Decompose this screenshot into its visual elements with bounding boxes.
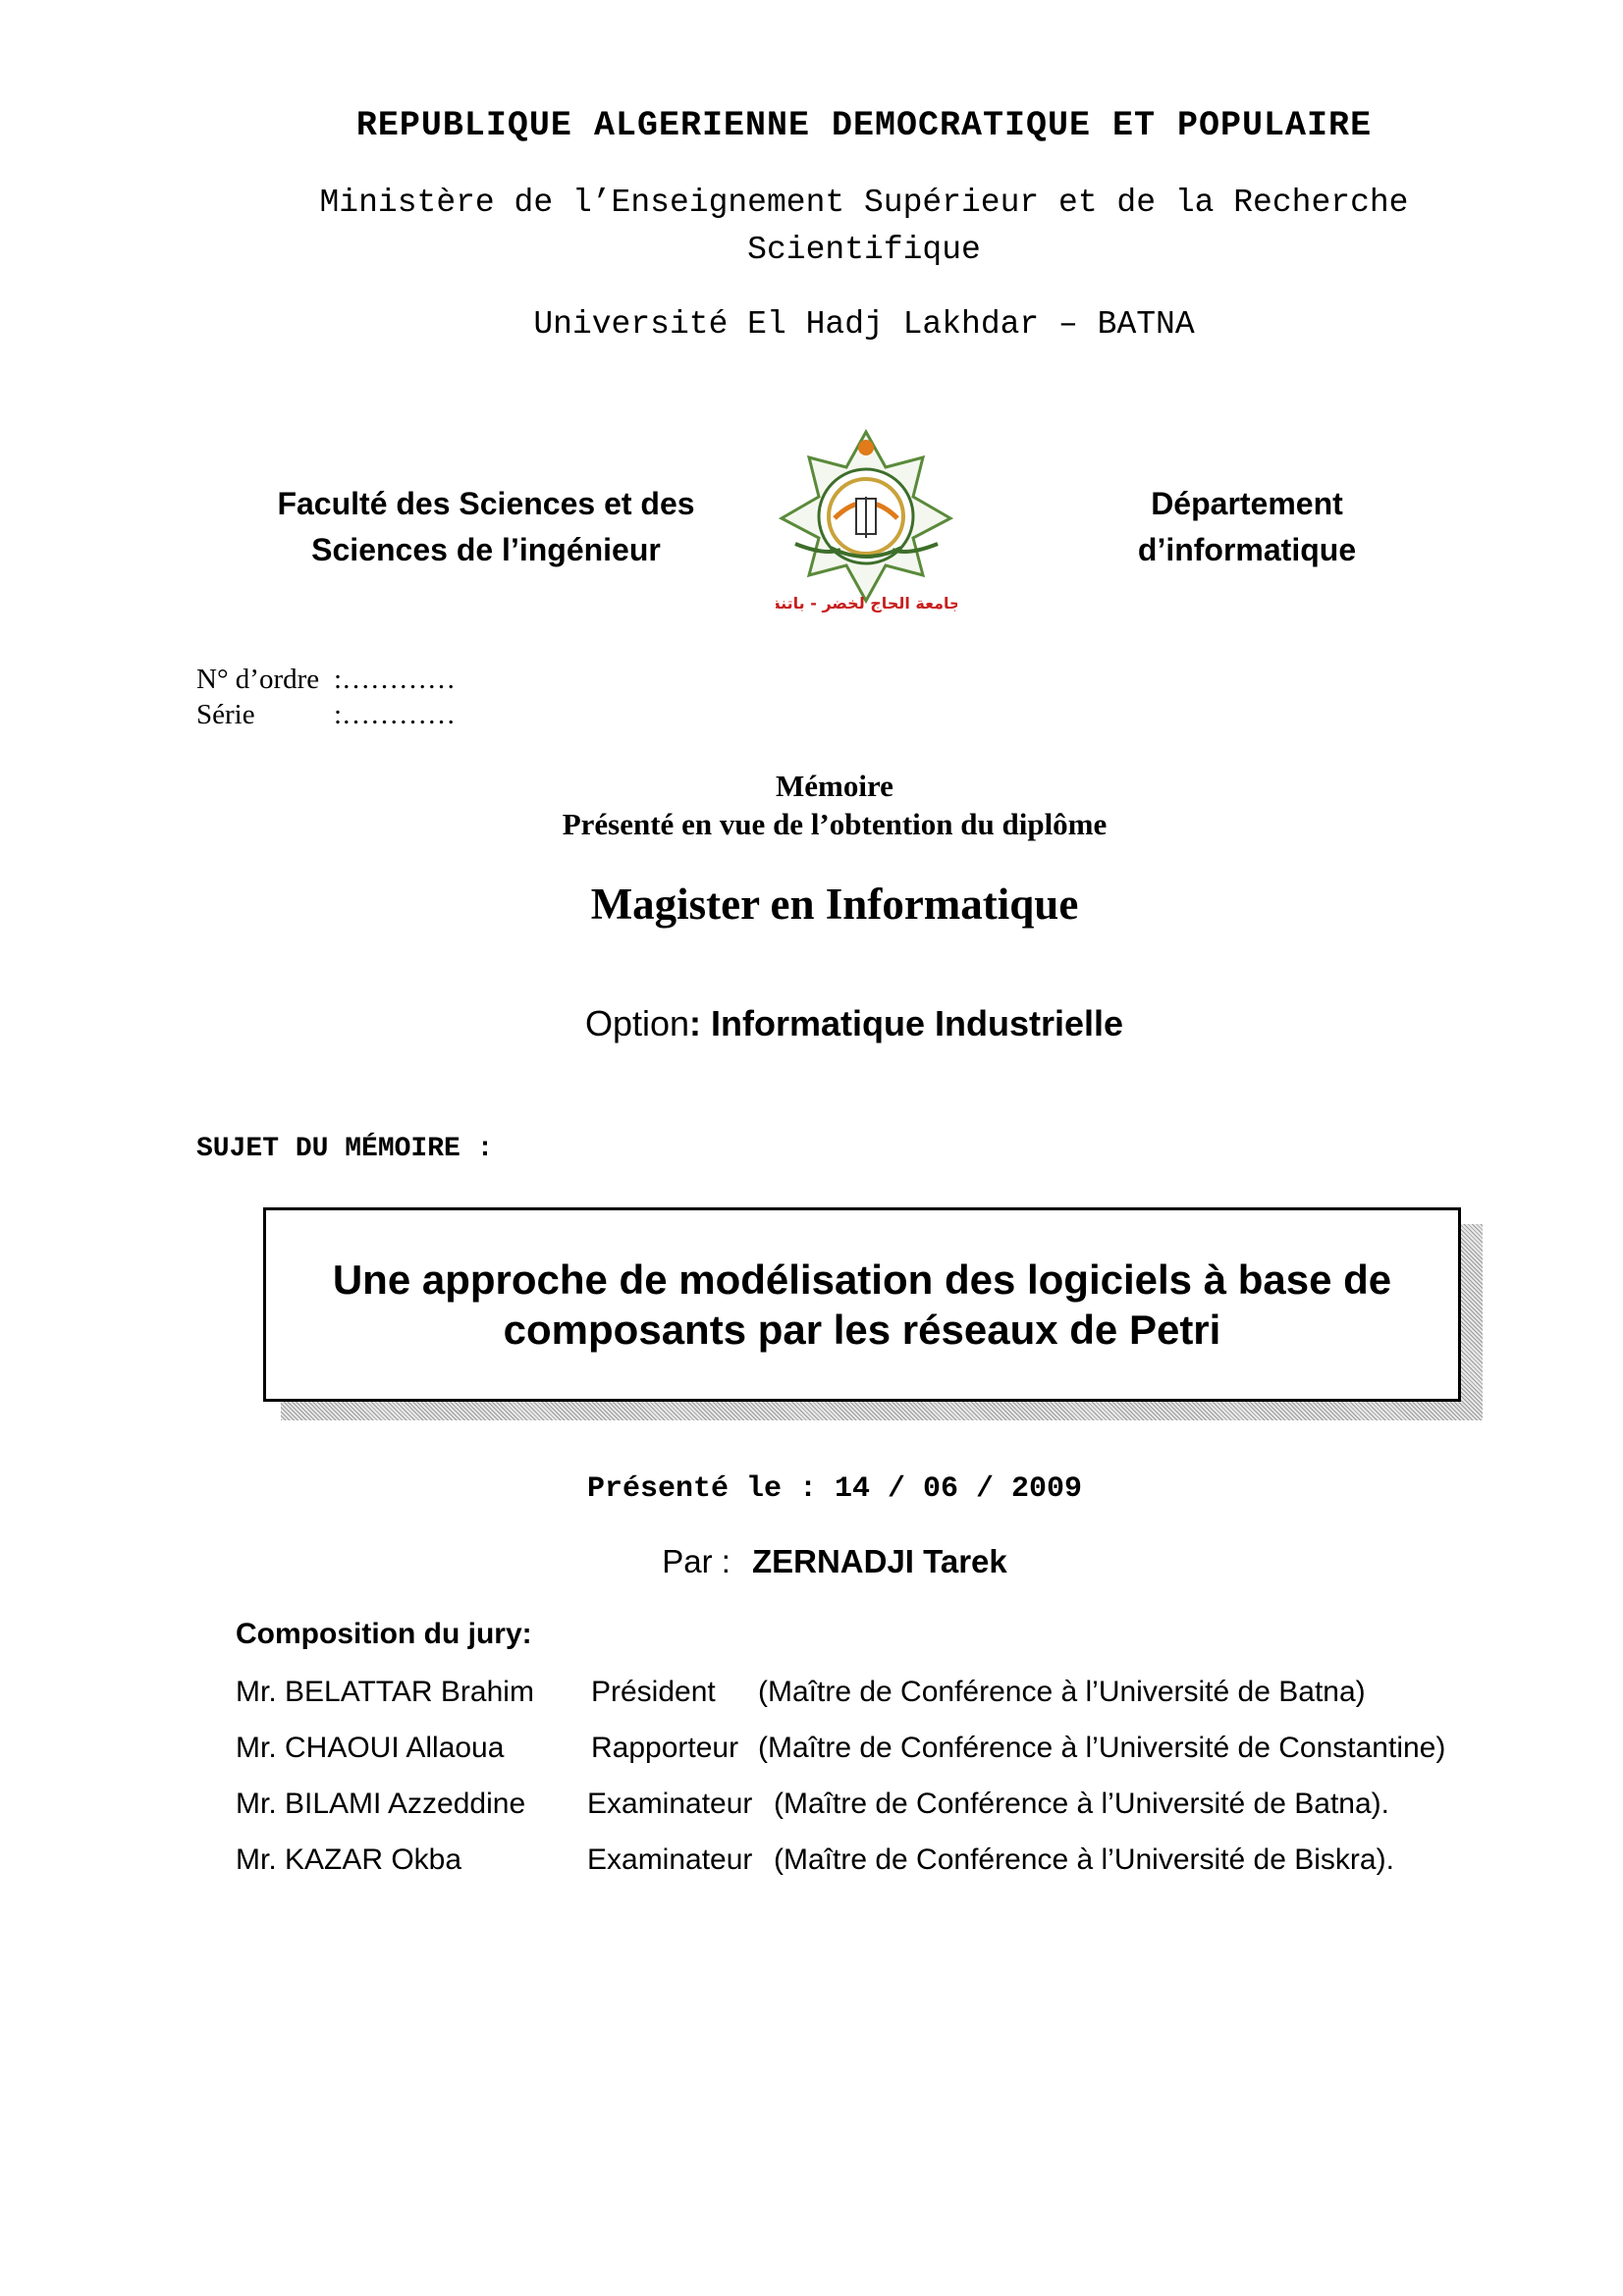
by-label: Par :	[662, 1543, 730, 1579]
serie-value: :…………	[334, 699, 457, 730]
ordre-label: N° d’ordre	[196, 664, 320, 695]
ordre-value: :…………	[334, 664, 457, 695]
thesis-title-box	[263, 1207, 1461, 1402]
thesis-title-line-1: Une approche de modélisation des logiciels à base de	[332, 1256, 1392, 1303]
jury-title: Composition du jury:	[236, 1618, 532, 1650]
jury-member-name: Mr. BELATTAR Brahim	[236, 1676, 534, 1708]
author-line	[0, 1543, 1623, 1580]
thesis-title-line-2: composants par les réseaux de Petri	[503, 1307, 1221, 1353]
faculty-block	[216, 481, 756, 573]
author-name: ZERNADJI Tarek	[751, 1543, 1007, 1579]
option-label: Option	[584, 1003, 690, 1043]
jury-member-name: Mr. BILAMI Azzeddine	[236, 1788, 526, 1820]
option-line	[0, 1003, 1623, 1044]
presentation-date: Présenté le : 14 / 06 / 2009	[586, 1472, 1083, 1506]
jury-member-role: Rapporteur	[591, 1732, 739, 1764]
jury-member-affiliation: (Maître de Conférence à l’Université de Constantine)	[758, 1732, 1446, 1764]
serie-label: Série	[196, 699, 255, 730]
presented-for: Présenté en vue de l’obtention du diplôme	[562, 807, 1108, 841]
jury-member-affiliation: (Maître de Conférence à l’Université de Biskra).	[774, 1843, 1394, 1876]
thesis-title	[283, 1255, 1441, 1355]
jury-member-affiliation: (Maître de Conférence à l’Université de Batna)	[758, 1676, 1366, 1708]
reference-block	[196, 662, 456, 732]
jury-member-role: Examinateur	[587, 1788, 753, 1820]
department-line-2: d’informatique	[1137, 532, 1357, 567]
ministere-line-2: Scientifique	[747, 232, 981, 268]
university-seal-logo	[776, 428, 957, 619]
option-value: : Informatique Industrielle	[689, 1003, 1124, 1043]
university-seal-icon	[776, 428, 957, 619]
jury-member-name: Mr. CHAOUI Allaoua	[236, 1732, 505, 1764]
republique-heading: REPUBLIQUE ALGERIENNE DEMOCRATIQUE ET POPULAIRE	[355, 106, 1373, 145]
jury-member-role: Président	[591, 1676, 716, 1708]
thesis-type: Mémoire	[776, 769, 893, 803]
jury-member-name: Mr. KAZAR Okba	[236, 1843, 462, 1876]
faculty-line-1: Faculté des Sciences et des	[277, 486, 695, 521]
faculty-line-2: Sciences de l’ingénieur	[311, 532, 661, 567]
department-block	[1041, 481, 1453, 573]
ministere-line-1: Ministère de l’Enseignement Supérieur et de la Recherche	[319, 185, 1409, 221]
logo-arabic-text: جامعة الحاج لخضر - باتنة	[776, 594, 957, 613]
universite-line: Université El Hadj Lakhdar – BATNA	[533, 306, 1195, 343]
department-line-1: Département	[1151, 486, 1343, 521]
jury-member-affiliation: (Maître de Conférence à l’Université de Batna).	[774, 1788, 1389, 1820]
subject-label: SUJET DU MÉMOIRE :	[196, 1134, 494, 1164]
jury-member-role: Examinateur	[587, 1843, 753, 1876]
degree-title: Magister en Informatique	[590, 880, 1079, 929]
